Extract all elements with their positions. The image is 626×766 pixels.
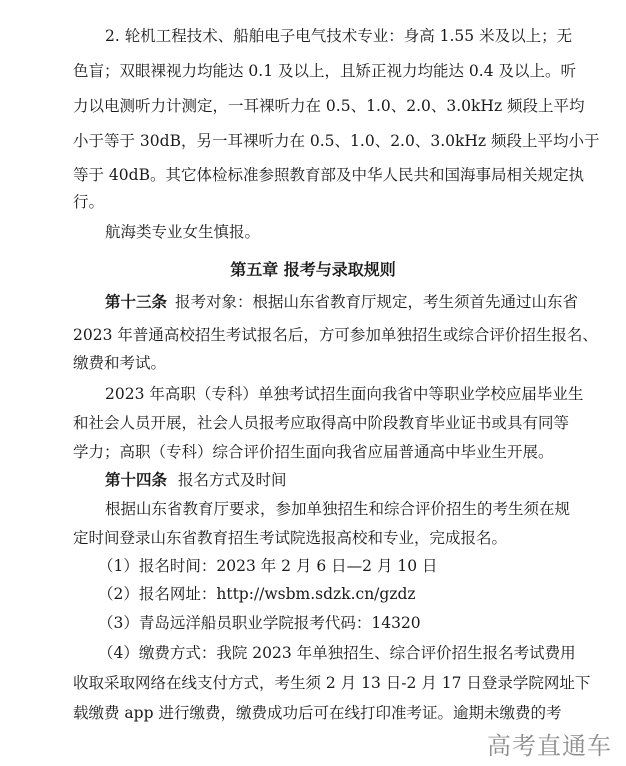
text-line: 报考对象：根据山东省教育厅规定，考生须首先通过山东省 bbox=[175, 293, 579, 311]
text-line: 2. 轮机工程技术、船舶电子电气技术专业：身高 1.55 米及以上；无 bbox=[105, 27, 573, 45]
list-item: （4）缴费方式：我院 2023 年单独招生、综合评价招生报名考试费用 bbox=[98, 644, 576, 662]
article-14-heading bbox=[105, 470, 556, 490]
text-line: 2023 年高职（专科）单独考试招生面向我省中等职业学校应届毕业生 bbox=[105, 385, 584, 403]
text-line: 载缴费 app 进行缴费，缴费成功后可在线打印准考证。逾期未缴费的考 bbox=[73, 704, 562, 722]
text-line: 力以电测听力计测定，一耳裸听力在 0.5、1.0、2.0、3.0kHz 频段上平均 bbox=[73, 97, 585, 115]
list-item: （3）青岛远洋船员职业学院报考代码：14320 bbox=[98, 614, 421, 632]
text-line: 缴费和考试。 bbox=[73, 354, 167, 372]
text-line: 色盲；双眼裸视力均能达 0.1 及以上，且矫正视力均能达 0.4 及以上。听 bbox=[73, 62, 577, 80]
text-line: 等于 40dB。其它体检标准参照教育部及中华人民共和国海事局相关规定执 bbox=[73, 166, 584, 184]
text-line: 收取采取网络在线支付方式，考生须 2 月 13 日-2 月 17 日登录学院网址下 bbox=[73, 674, 591, 692]
article-13-first-line bbox=[105, 292, 579, 312]
watermark: 高考直通车 bbox=[487, 732, 612, 760]
article-14-label: 第十四条 bbox=[105, 471, 168, 489]
text-line: 定时间登录山东省教育招生考试院选报高校和专业，完成报名。 bbox=[73, 529, 508, 547]
list-item: （2）报名网址：http://wsbm.sdzk.cn/gzdz bbox=[98, 585, 416, 603]
list-item: （1）报名时间：2023 年 2 月 6 日—2 月 10 日 bbox=[98, 557, 438, 575]
text-line: 小于等于 30dB，另一耳裸听力在 0.5、1.0、2.0、3.0kHz 频段上平均小于 bbox=[73, 132, 600, 150]
article-14-title: 报名方式及时间 bbox=[177, 471, 287, 489]
text-line: 和社会人员开展，社会人员报考应取得高中阶段教育毕业证书或具有同等 bbox=[73, 414, 570, 432]
text-line: 根据山东省教育厅要求，参加单独招生和综合评价招生的考生须在规 bbox=[105, 500, 571, 518]
text-line: 行。 bbox=[73, 193, 105, 211]
note-line: 航海类专业女生慎报。 bbox=[105, 223, 261, 241]
text-line: 2023 年普通高校招生考试报名后，方可参加单独招生或综合评价招生报名、 bbox=[73, 326, 598, 344]
text-line: 学力；高职（专科）综合评价招生面向我省应届普通高中毕业生开展。 bbox=[73, 443, 554, 461]
chapter-title: 第五章 报考与录取规则 bbox=[230, 260, 396, 279]
article-13-label: 第十三条 bbox=[105, 293, 168, 311]
